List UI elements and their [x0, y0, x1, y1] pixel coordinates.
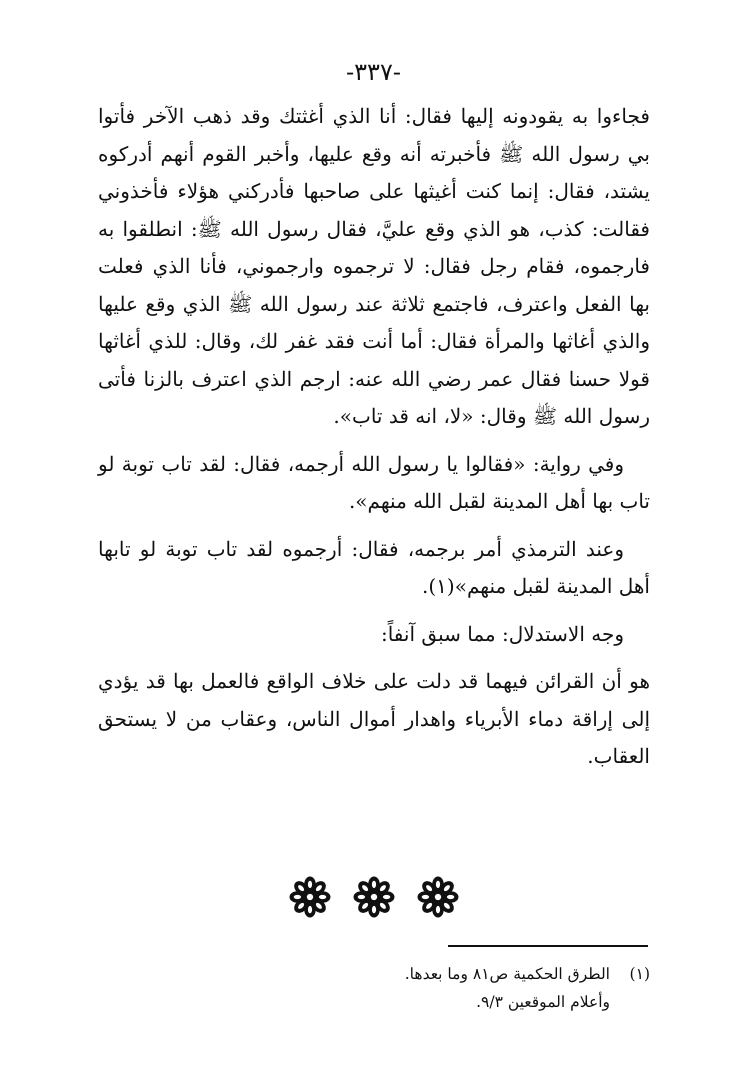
footnote-number: (١) — [629, 965, 650, 983]
main-text — [98, 98, 650, 776]
paragraph-conclusion: هو أن القرائن فيهما قد دلت على خلاف الواقع فالعمل بها قد يؤدي إلى إراقة دماء الأبرياء واهدار أموال الناس، وعقاب من لا يستحق العقاب. — [98, 669, 651, 768]
footnote-1 — [300, 960, 650, 988]
flower-ornament-icon — [417, 876, 459, 918]
footnote-text-line1: الطرق الحكمية ص٨١ وما بعدها. — [404, 965, 610, 983]
section-ornaments — [0, 876, 747, 918]
paragraph-tirmidhi: وعند الترمذي أمر برجمه، فقال: أرجموه لقد تاب توبة لو تابها أهل المدينة لقبل منهم»(١). — [98, 536, 650, 598]
footnotes — [300, 960, 650, 1016]
flower-ornament-icon — [289, 876, 331, 918]
paragraph-istidlal-heading: وجه الاستدلال: مما سبق آنفاً: — [380, 621, 624, 646]
page-number: -٣٣٧- — [346, 58, 401, 86]
footnote-text-line2: وأعلام الموقعين ٩/٣. — [476, 993, 610, 1011]
paragraph-riwaya: وفي رواية: «فقالوا يا رسول الله أرجمه، فقال: لقد تاب توبة لو تاب بها أهل المدينة لقبل الله منهم». — [98, 451, 650, 513]
footnote-divider — [448, 945, 648, 947]
flower-ornament-icon — [353, 876, 395, 918]
paragraph-hadith-narration: فجاءوا به يقودونه إليها فقال: أنا الذي أغثتك وقد ذهب الآخر فأتوا بي رسول الله ﷺ فأخبرته أنه وقع عليها، وأخبر القوم أنهم أدركوه يشتد، فقال: إنما كنت أغيثها على صاحبها فأدركني هؤلاء فأخذوني فقالت: كذب، هو الذي وقع عليَّ، فقال رسول الله ﷺ: انطلقوا به فارجموه، فقام رجل فقال: لا ترجموه وارجموني، فأنا الذي فعلت بها الفعل واعترف، فاجتمع ثلاثة عند رسول الله ﷺ الذي وقع عليها والذي أغاثها والمرأة فقال: أما أنت فقد غفر لك، وقال: للذي أغاثها قولا حسنا فقال عمر رضي الله عنه: ارجم الذي اعترف بالزنا فأتى رسول الله ﷺ وقال: «لا، انه قد تاب». — [98, 104, 650, 428]
